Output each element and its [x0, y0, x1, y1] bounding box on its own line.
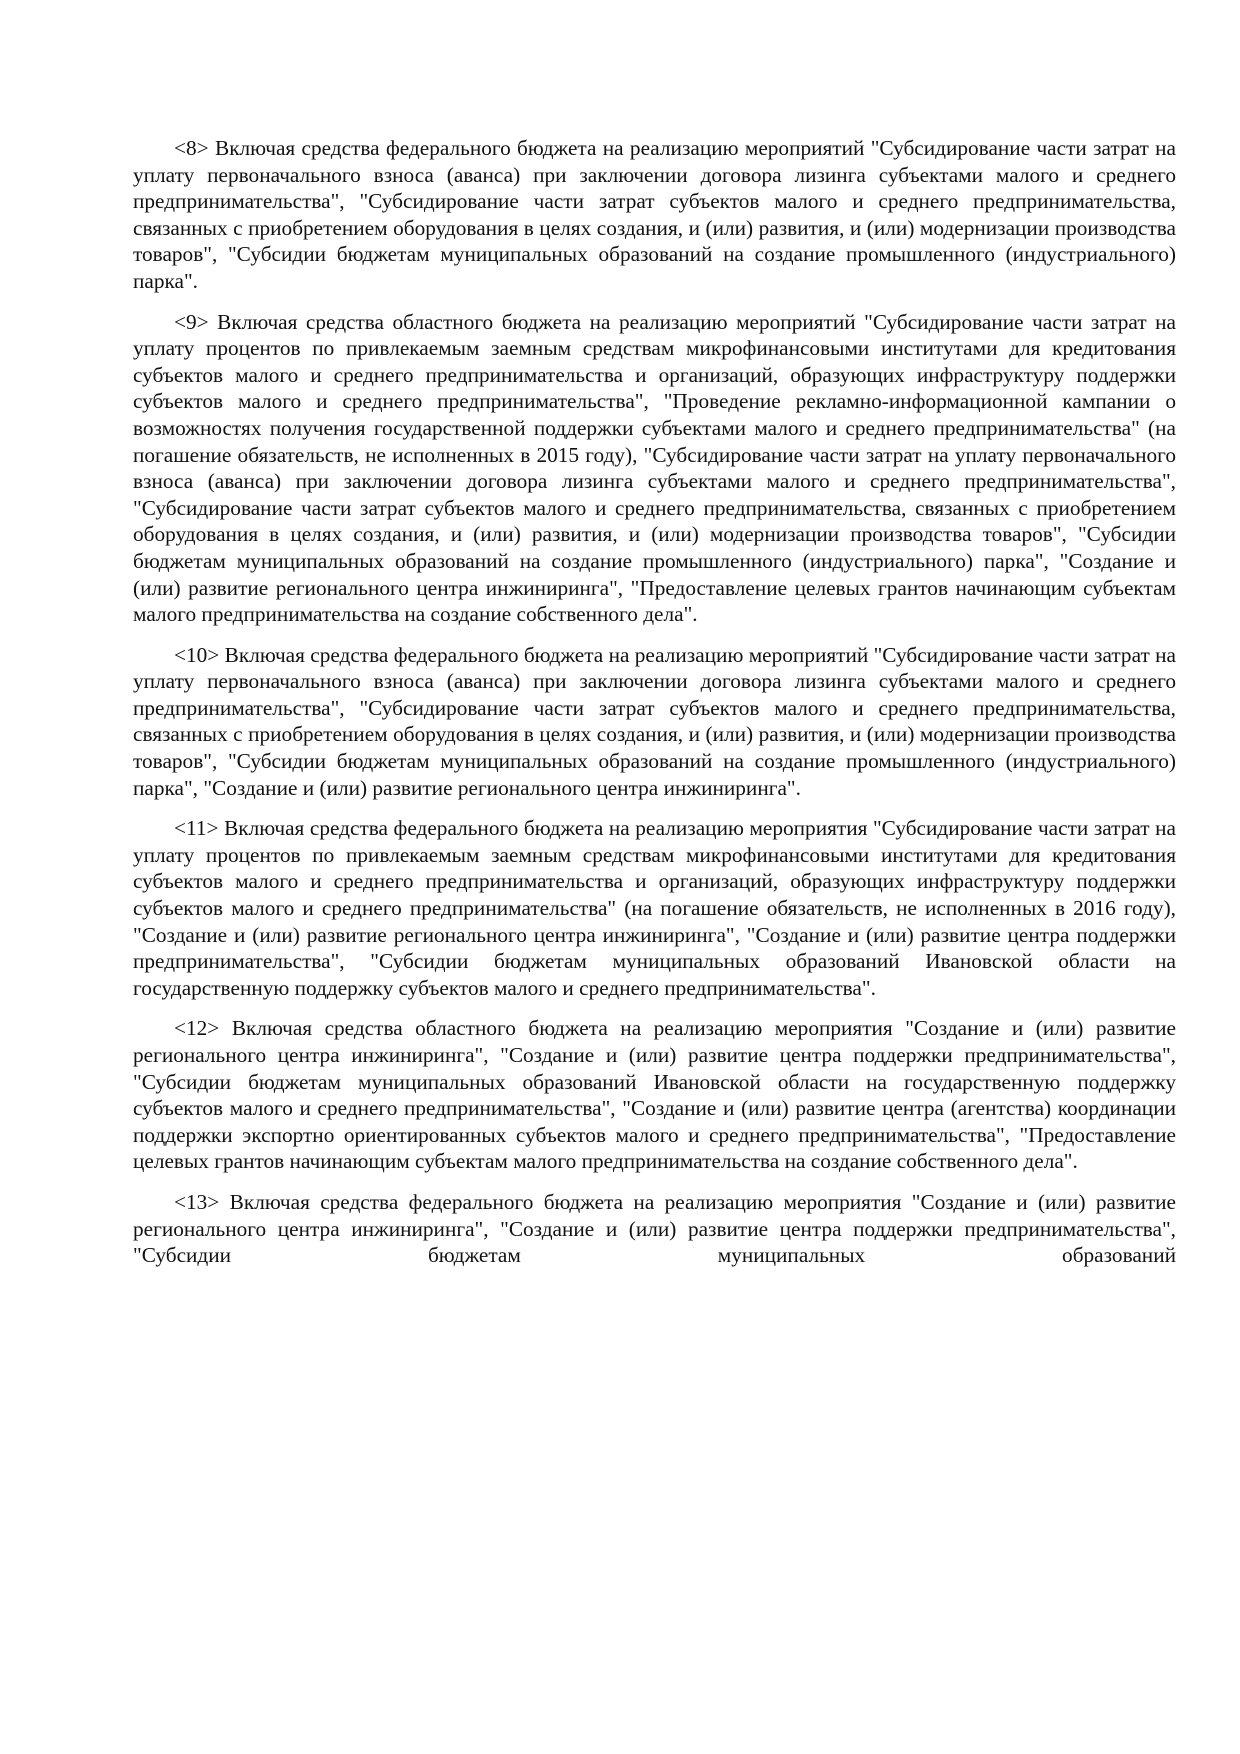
footnote-9: <9> Включая средства областного бюджета на реализацию мероприятий "Субсидирование части затрат на уплату процентов по привлекаемым заемным средствам микрофинансовыми институтами для кредитования субъектов малого и среднего предпринимательства и организаций, образующих инфраструктуру поддержки субъектов малого и среднего предпринимательства", "Проведение рекламно-информационной кампании о возможностях получения государственной поддержки субъектами малого и среднего предпринимательства" (на погашение обязательств, не исполненных в 2015 году), "Субсидирование части затрат на уплату первоначального взноса (аванса) при заключении договора лизинга субъектами малого и среднего предпринимательства", "Субсидирование части затрат субъектов малого и среднего предпринимательства, связанных с приобретением оборудования в целях создания, и (или) развития, и (или) модернизации производства товаров", "Субсидии бюджетам муниципальных образований на создание промышленного (индустриального) парка", "Создание и (или) развитие регионального центра инжиниринга", "Предоставление целевых грантов начинающим субъектам малого предпринимательства на создание собственного дела".: [133, 309, 1176, 627]
footnote-11: <11> Включая средства федерального бюджета на реализацию мероприятия "Субсидирование части затрат на уплату процентов по привлекаемым заемным средствам микрофинансовыми институтами для кредитования субъектов малого и среднего предпринимательства и организаций, образующих инфраструктуру поддержки субъектов малого и среднего предпринимательства" (на погашение обязательств, не исполненных в 2016 году), "Создание и (или) развитие регионального центра инжиниринга", "Создание и (или) развитие центра поддержки предпринимательства", "Субсидии бюджетам муниципальных образований Ивановской области на государственную поддержку субъектов малого и среднего предпринимательства".: [133, 816, 1176, 1000]
footnote-10: <10> Включая средства федерального бюджета на реализацию мероприятий "Субсидирование части затрат на уплату первоначального взноса (аванса) при заключении договора лизинга субъектами малого и среднего предпринимательства", "Субсидирование части затрат субъектов малого и среднего предпринимательства, связанных с приобретением оборудования в целях создания, и (или) развития, и (или) модернизации производства товаров", "Субсидии бюджетам муниципальных образований на создание промышленного (индустриального) парка", "Создание и (или) развитие регионального центра инжиниринга".: [133, 642, 1176, 800]
footnote-12: <12> Включая средства областного бюджета на реализацию мероприятия "Создание и (или) развитие регионального центра инжиниринга", "Создание и (или) развитие центра поддержки предпринимательства", "Субсидии бюджетам муниципальных образований Ивановской области на государственную поддержку субъектов малого и среднего предпринимательства", "Создание и (или) развитие центра (агентства) координации поддержки экспортно ориентированных субъектов малого и среднего предпринимательства", "Предоставление целевых грантов начинающим субъектам малого предпринимательства на создание собственного дела".: [133, 1016, 1176, 1174]
document-page: [133, 135, 1176, 1283]
footnote-8: <8> Включая средства федерального бюджета на реализацию мероприятий "Субсидирование части затрат на уплату первоначального взноса (аванса) при заключении договора лизинга субъектами малого и среднего предпринимательства", "Субсидирование части затрат субъектов малого и среднего предпринимательства, связанных с приобретением оборудования в целях создания, и (или) развития, и (или) модернизации производства товаров", "Субсидии бюджетам муниципальных образований на создание промышленного (индустриального) парка".: [133, 136, 1176, 293]
footnote-13: <13> Включая средства федерального бюджета на реализацию мероприятия "Создание и (или) развитие регионального центра инжиниринга", "Создание и (или) развитие центра поддержки предпринимательства", "Субсидии бюджетам муниципальных образований: [133, 1189, 1176, 1268]
